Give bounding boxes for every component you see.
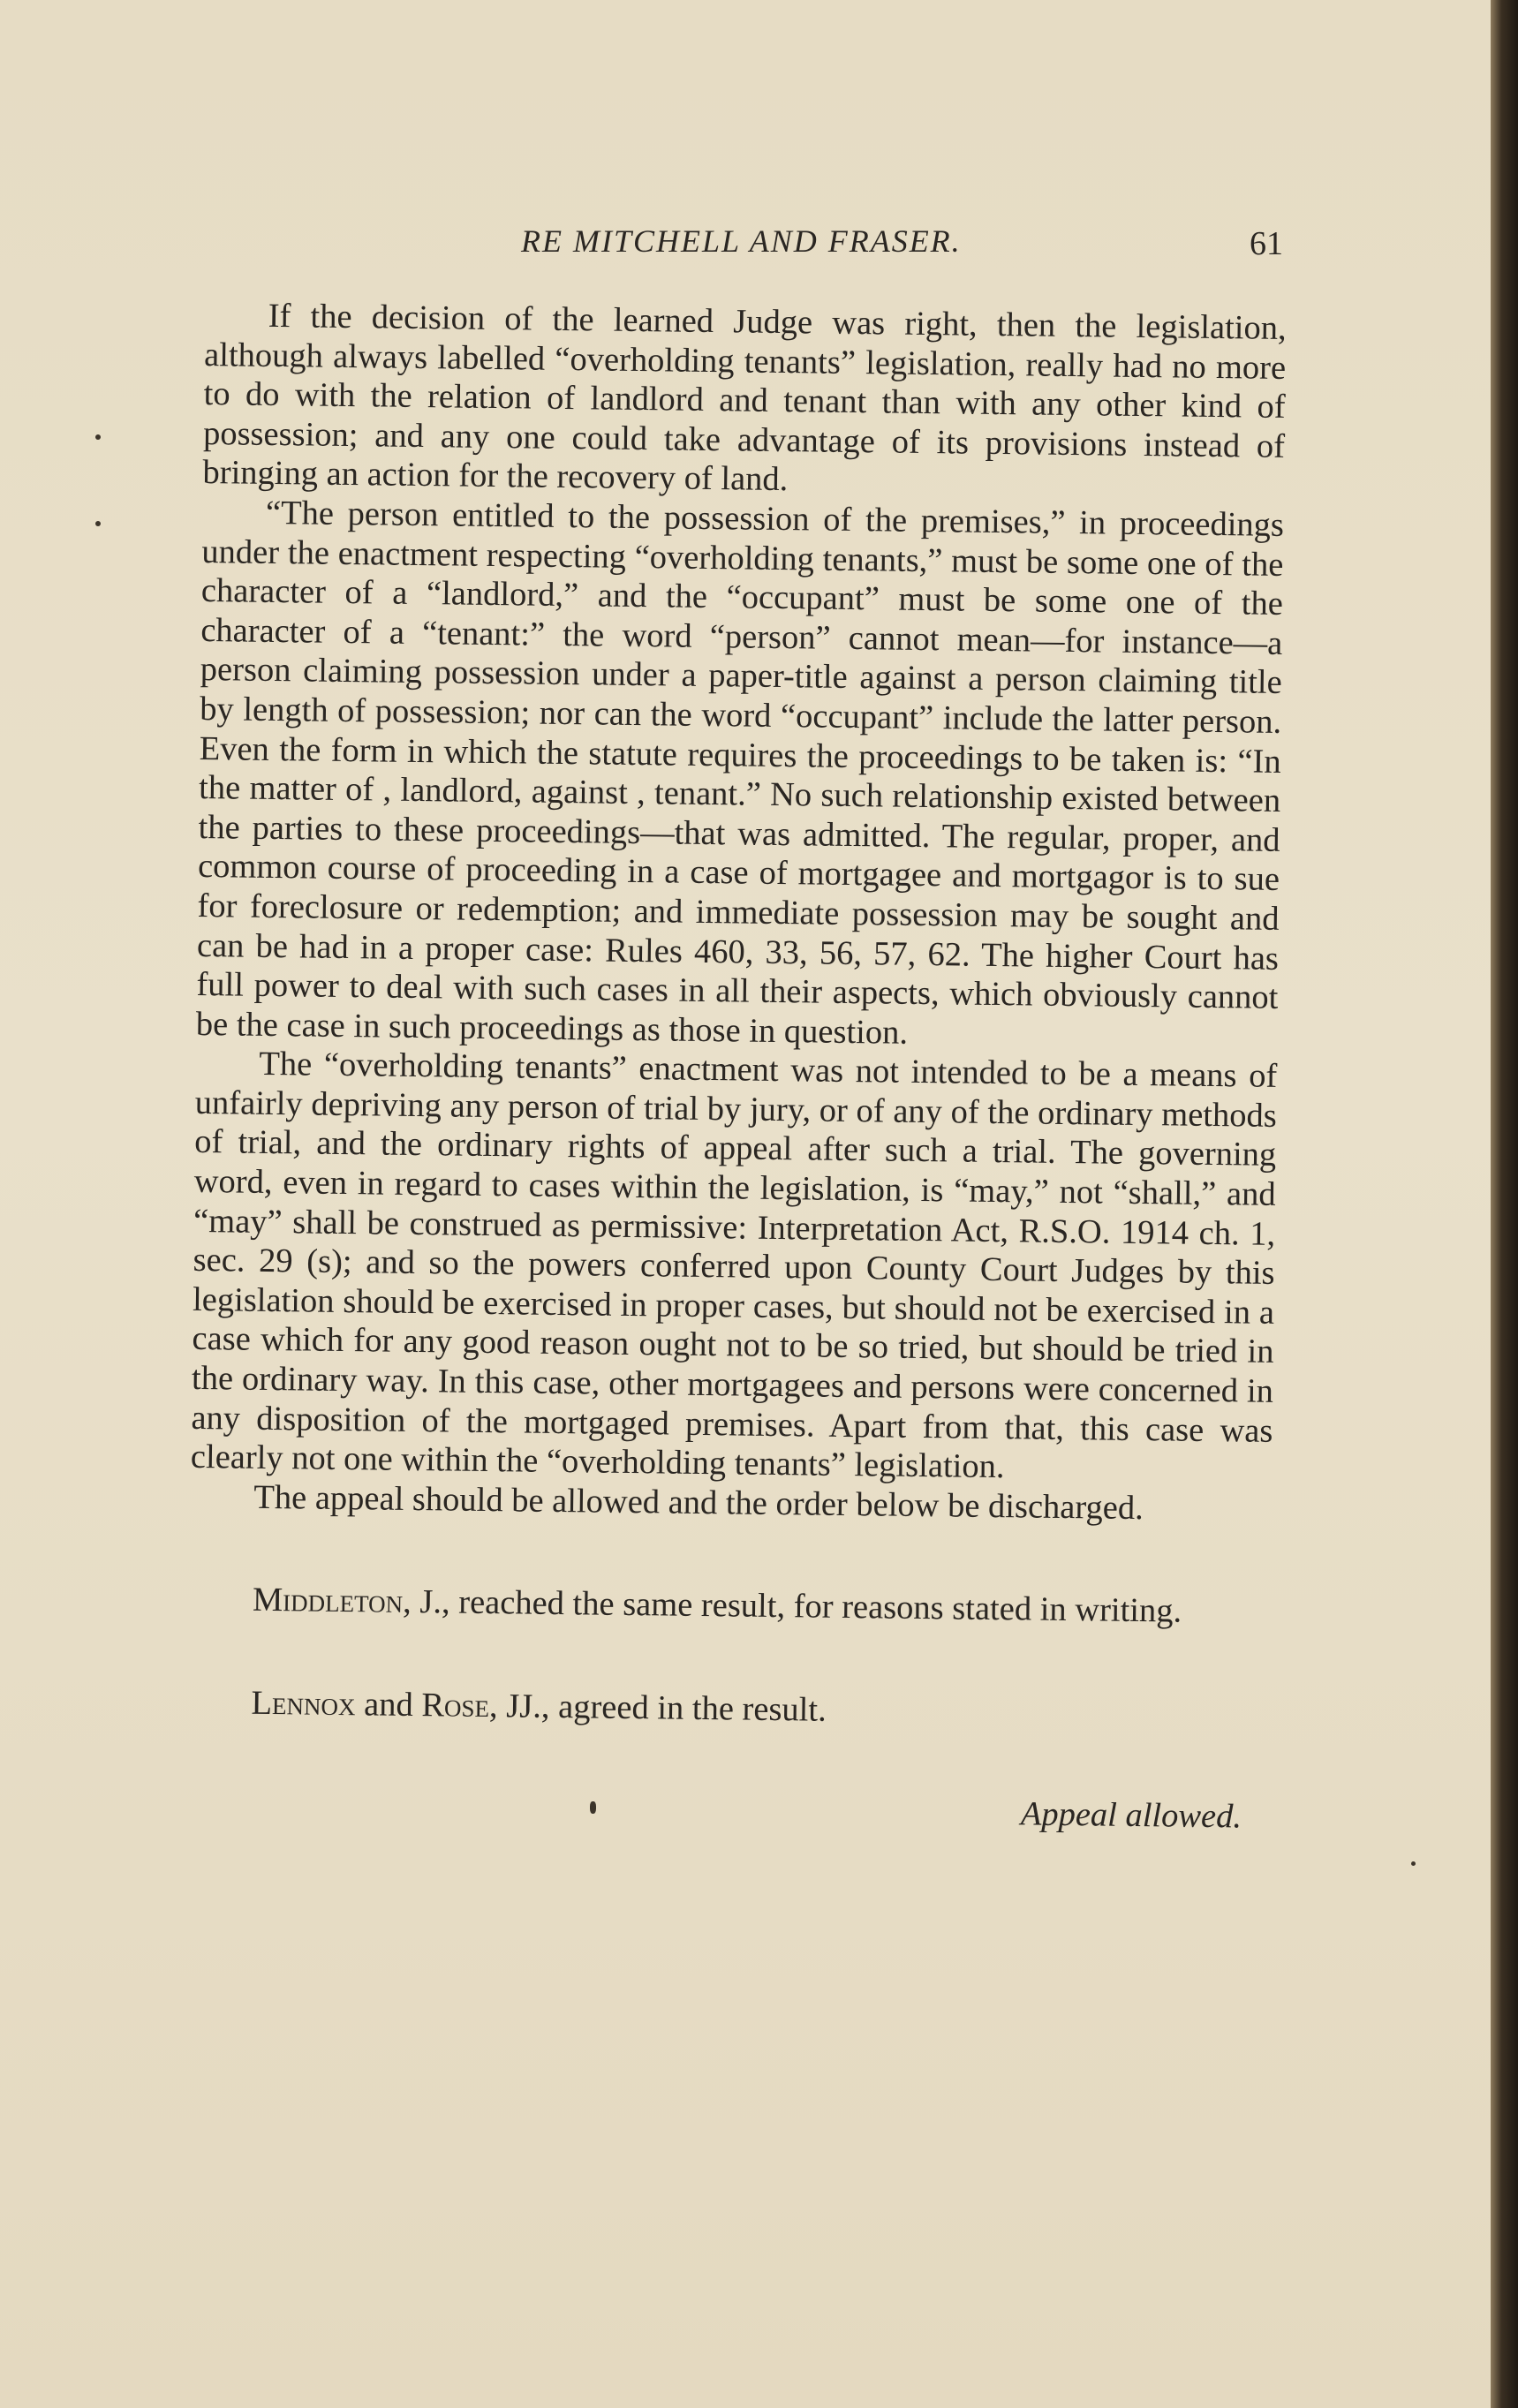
conjunction: and [355, 1686, 422, 1725]
paragraph-person-entitled: “The person entitled to the possession of the premises,” in proceedings under the enactment respecting “overholding tenants,” must be some one of the character of a “landlord,” and the “occupant” must be some one of the character of a “tenant:” the word “person” cannot mean—for instance—a person claiming possession under a paper-title against a person claiming title by length of possession; nor can the word “occupant” include the latter person. Even the form in which the statute requires the proceedings to be taken is: “In the matter of , landlord, against , tenant.” No such relationship existed between the parties to these proceedings—that was admitted. The regular, proper, and common course of proceeding in a case of mortgagee and mortgagor is to sue for foreclosure or redemption; and immediate possession may be sought and can be had in a proper case: Rules 460, 33, 56, 57, 62. The higher Court has full power to deal with such cases in all their aspects, which obviously cannot be the case in such proceedings as those in question. [195, 494, 1285, 1052]
ink-speck [95, 434, 101, 440]
paragraph-conclusion: The appeal should be allowed and the order below be discharged. [253, 1478, 1144, 1527]
ink-speck [1411, 1861, 1416, 1866]
middleton-opinion [189, 1580, 1271, 1633]
concurrence [187, 1683, 1269, 1736]
paragraph-enactment-intent: The “overholding tenants” enactment was not intended to be a means of unfairly depriving any person of trial by jury, or of any of the ordinary methods of trial, and the ordinary rights of appeal after such a trial. The governing word, even in regard to cases within the legislation, is “may,” not “shall,” and “may” shall be construed as permissive: Interpretation Act, R.S.O. 1914 ch. 1, sec. 29 (s); and so the powers conferred upon County Court Judges by this legislation should be exercised in proper cases, but should not be exercised in a case which for any good reason ought not to be so tried, but should be tried in the ordinary way. In this case, other mortgagees and persons were concerned in any disposition of the mortgaged premises. Apart from that, this case was clearly not one within the “overholding tenants” legislation. [190, 1045, 1278, 1486]
paragraph-legislation: If the decision of the learned Judge was right, then the legislation, although always labelled “overholding tenants” legislation, really had no more to do with the relation of landlord and tenant than with any other kind of possession; and any one could take advantage of its provisions instead of bringing an action for the recovery of land. [202, 297, 1287, 499]
running-head: RE MITCHELL AND FRASER. [521, 223, 962, 259]
outcome: Appeal allowed. [1020, 1795, 1242, 1836]
page-body [186, 296, 1287, 1837]
page-header [0, 223, 1491, 276]
middleton-text: , J., reached the same result, for reasons stated in writing. [402, 1583, 1182, 1631]
page-edge [1491, 0, 1518, 2408]
judge-name-rose: Rose [421, 1687, 490, 1725]
ink-speck [95, 521, 101, 526]
concurrence-text: , JJ., agreed in the result. [488, 1687, 827, 1729]
ink-speck [590, 1801, 596, 1814]
page-number: 61 [1250, 225, 1283, 262]
judge-name-middleton: Middleton [252, 1581, 404, 1621]
judge-name-lennox: Lennox [251, 1684, 356, 1724]
